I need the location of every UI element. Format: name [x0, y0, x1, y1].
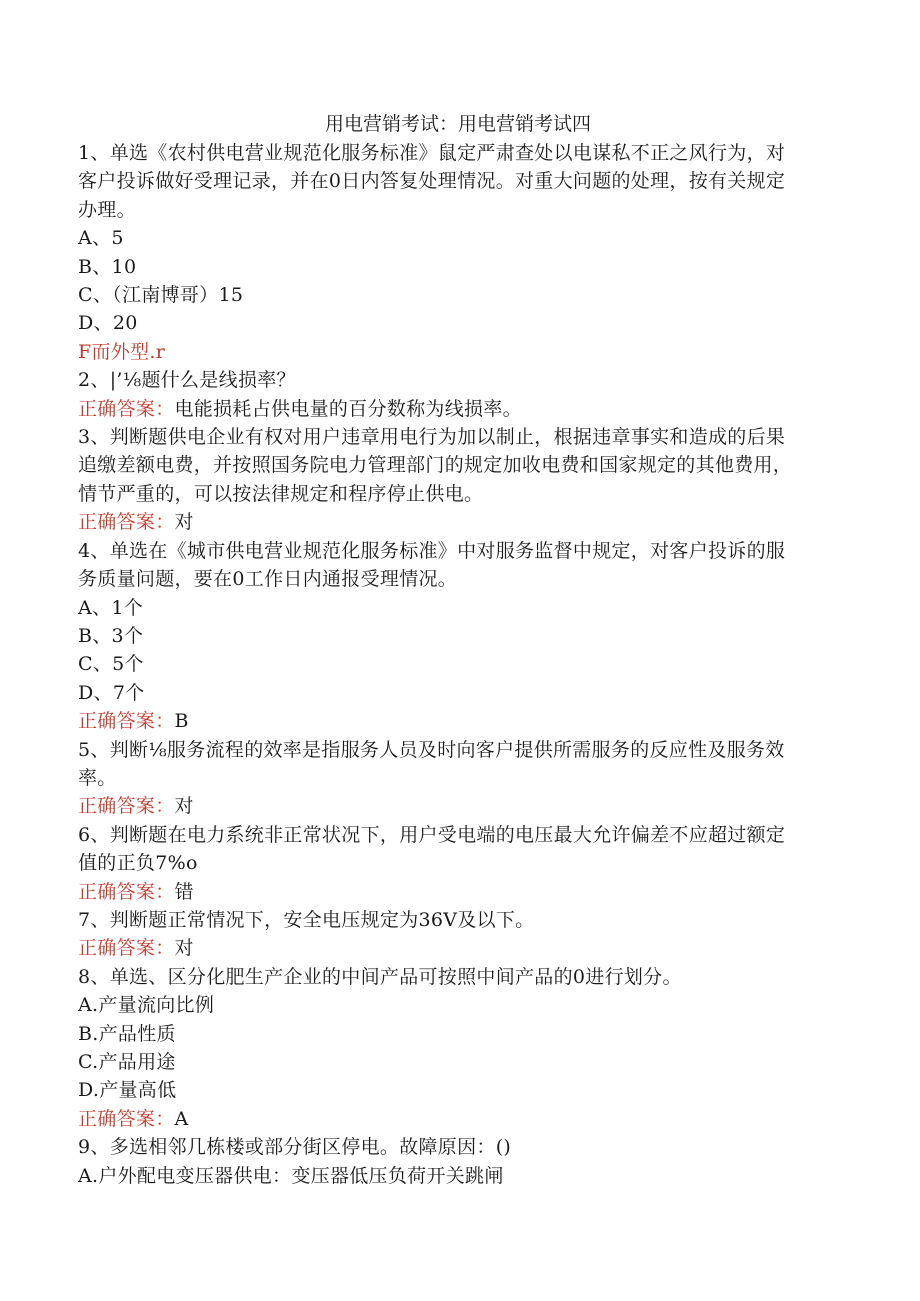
- q2-answer-line: [78, 395, 838, 423]
- q8-option-c: C.产品用途: [78, 1051, 176, 1073]
- q8-option-d: D.产量高低: [78, 1079, 177, 1102]
- q7-answer: 对: [174, 937, 194, 960]
- q4-answer-line: [78, 707, 838, 735]
- q6-stem-line-1: 6、判断题在电力系统非正常状况下，用户受电端的电压最大允许偏差不应超过额定: [78, 823, 786, 846]
- q6-answer-label: 正确答案：: [78, 880, 175, 903]
- q3-answer: 对: [174, 511, 194, 534]
- q4-answer: B: [174, 710, 189, 733]
- q6-answer: 错: [174, 880, 194, 903]
- q4-stem-line-1: 4、单选在《城市供电营业规范化服务标准》中对服务监督中规定，对客户投诉的服: [78, 539, 786, 562]
- q1-stem-line-1: 1、单选《农村供电营业规范化服务标准》鼠定严肃查处以电谋私不正之风行为，对: [78, 142, 786, 164]
- document-page: [78, 110, 838, 1190]
- q4-answer-label: 正确答案：: [78, 710, 175, 733]
- q7-stem: 7、判断题正常情况下，安全电压规定为36V及以下。: [78, 908, 535, 931]
- q3-answer-line: [78, 508, 838, 536]
- q8-answer: A: [174, 1107, 189, 1130]
- q1-stem-line-2: 客户投诉做好受理记录，并在0日内答复处理情况。对重大问题的处理，按有关规定: [78, 170, 786, 193]
- q5-answer-line: [78, 792, 838, 820]
- q2-answer-label: 正确答案：: [78, 397, 175, 420]
- q1-option-c: C、（江南博哥）15: [78, 284, 244, 307]
- q5-stem-line-1: 5、判断⅛服务流程的效率是指服务人员及时向客户提供所需服务的反应性及服务效: [78, 738, 785, 761]
- q8-answer-label: 正确答案：: [78, 1107, 175, 1130]
- q5-stem-line-2: 率。: [78, 766, 117, 789]
- q4-option-c: C、5个: [78, 653, 144, 676]
- q8-stem: 8、单选、区分化肥生产企业的中间产品可按照中间产品的0进行划分。: [78, 965, 682, 988]
- document-title: 用电营销考试：用电营销考试四: [324, 113, 591, 135]
- q9-stem: 9、多选相邻几栋楼或部分街区停电。故障原因：(): [78, 1136, 512, 1159]
- q2-answer: 电能损耗占供电量的百分数称为线损率。: [174, 397, 522, 420]
- q8-answer-line: [78, 1105, 838, 1133]
- q4-stem-line-2: 务质量问题，要在0工作日内通报受理情况。: [78, 568, 458, 591]
- q3-answer-label: 正确答案：: [78, 511, 175, 534]
- q4-option-d: D、7个: [78, 681, 145, 704]
- q4-option-a: A、1个: [78, 596, 144, 619]
- q6-answer-line: [78, 878, 838, 906]
- q8-option-b: B.产品性质: [78, 1022, 176, 1045]
- q7-answer-label: 正确答案：: [78, 937, 175, 960]
- q8-option-a: A.产量流向比例: [78, 994, 215, 1017]
- q3-stem-line-1: 3、判断题供电企业有权对用户违章用电行为加以制止，根据违章事实和造成的后果: [78, 426, 786, 449]
- q6-stem-line-2: 值的正负7%o: [78, 852, 198, 875]
- q7-answer-line: [78, 934, 838, 962]
- q3-stem-line-3: 情节严重的，可以按法律规定和程序停止供电。: [78, 482, 484, 505]
- q1-option-b: B、10: [78, 255, 137, 278]
- q3-stem-line-2: 追缴差额电费，并按照国务院电力管理部门的规定加收电费和国家规定的其他费用，: [78, 454, 793, 477]
- q4-option-b: B、3个: [78, 624, 144, 647]
- q5-answer-label: 正确答案：: [78, 795, 175, 818]
- q1-option-a: A、5: [78, 227, 124, 250]
- q1-stem-line-3: 办理。: [78, 198, 136, 221]
- q1-answer-garbled: F而外型.r: [78, 340, 166, 363]
- q2-stem: 2、|’⅛题什么是线损率？: [78, 369, 296, 392]
- q1-option-d: D、20: [78, 312, 138, 335]
- q5-answer: 对: [174, 795, 194, 818]
- q9-option-a: A.户外配电变压器供电：变压器低压负荷开关跳闸: [78, 1164, 504, 1187]
